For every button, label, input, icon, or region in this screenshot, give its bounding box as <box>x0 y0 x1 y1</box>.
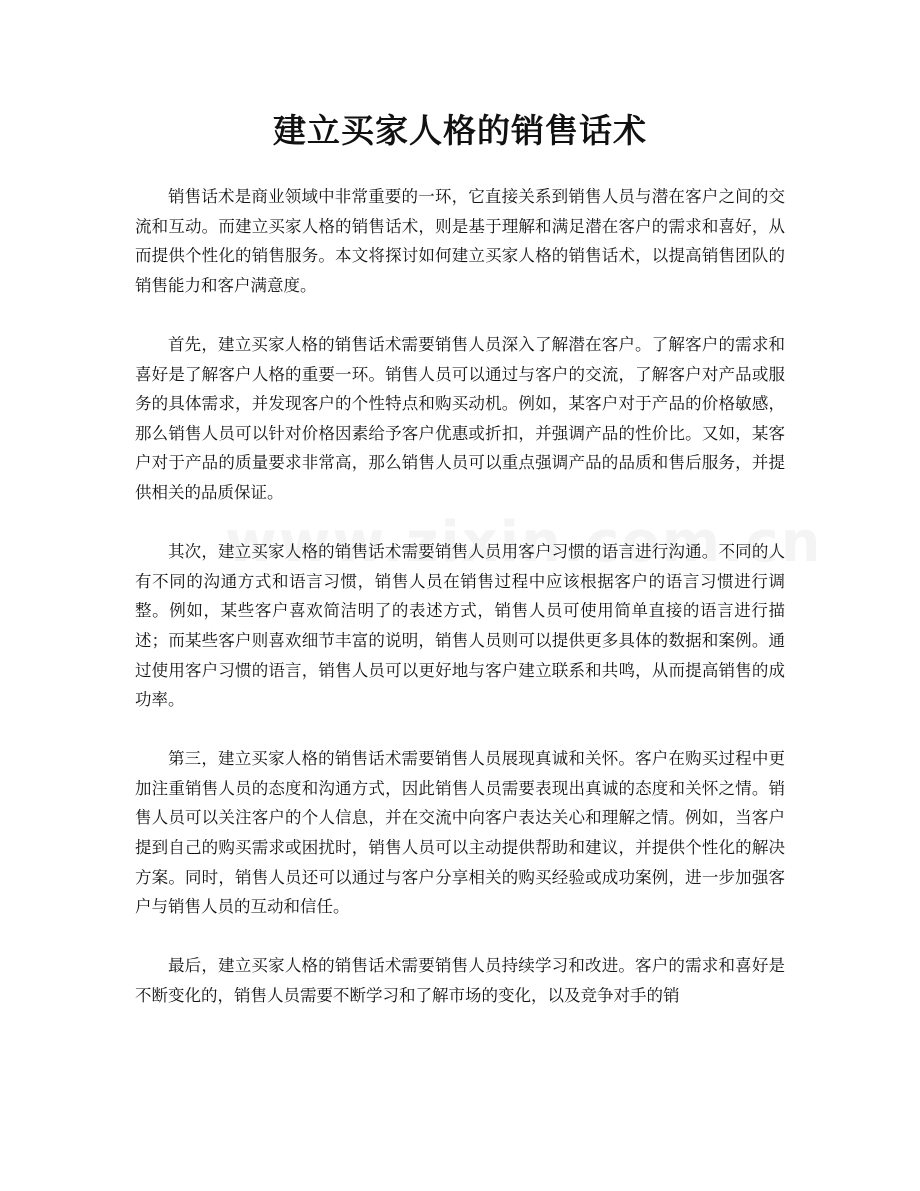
document-title: 建立买家人格的销售话术 <box>273 111 647 150</box>
paragraph-1: 销售话术是商业领域中非常重要的一环，它直接关系到销售人员与潜在客户之间的交流和互动。而建立买家人格的销售话术，则是基于理解和满足潜在客户的需求和喜好，从而提供个性化的销售服务。本文将探讨如何建立买家人格的销售话术，以提高销售团队的销售能力和客户满意度。 <box>135 187 785 295</box>
paragraph-4: 第三，建立买家人格的销售话术需要销售人员展现真诚和关怀。客户在购买过程中更加注重销售人员的态度和沟通方式，因此销售人员需要表现出真诚的态度和关怀之情。销售人员可以关注客户的个人信息，并在交流中向客户表达关心和理解之情。例如，当客户提到自己的购买需求或困扰时，销售人员可以主动提供帮助和建议，并提供个性化的解决方案。同时，销售人员还可以通过与客户分享相关的购买经验或成功案例，进一步加强客户与销售人员的互动和信任。 <box>135 749 785 917</box>
paragraph-5: 最后，建立买家人格的销售话术需要销售人员持续学习和改进。客户的需求和喜好是不断变化的，销售人员需要不断学习和了解市场的变化，以及竞争对手的销 <box>135 956 785 1006</box>
paragraph-2: 首先，建立买家人格的销售话术需要销售人员深入了解潜在客户。了解客户的需求和喜好是了解客户人格的重要一环。销售人员可以通过与客户的交流，了解客户对产品或服务的具体需求，并发现客户的个性特点和购买动机。例如，某客户对于产品的价格敏感，那么销售人员可以针对价格因素给予客户优惠或折扣，并强调产品的性价比。又如，某客户对于产品的质量要求非常高，那么销售人员可以重点强调产品的品质和售后服务，并提供相关的品质保证。 <box>135 334 785 502</box>
paragraph-3: 其次，建立买家人格的销售话术需要销售人员用客户习惯的语言进行沟通。不同的人有不同的沟通方式和语言习惯，销售人员在销售过程中应该根据客户的语言习惯进行调整。例如，某些客户喜欢简洁明了的表述方式，销售人员可使用简单直接的语言进行描述；而某些客户则喜欢细节丰富的说明，销售人员则可以提供更多具体的数据和案例。通过使用客户习惯的语言，销售人员可以更好地与客户建立联系和共鸣，从而提高销售的成功率。 <box>135 542 785 710</box>
document-body <box>135 182 785 1040</box>
